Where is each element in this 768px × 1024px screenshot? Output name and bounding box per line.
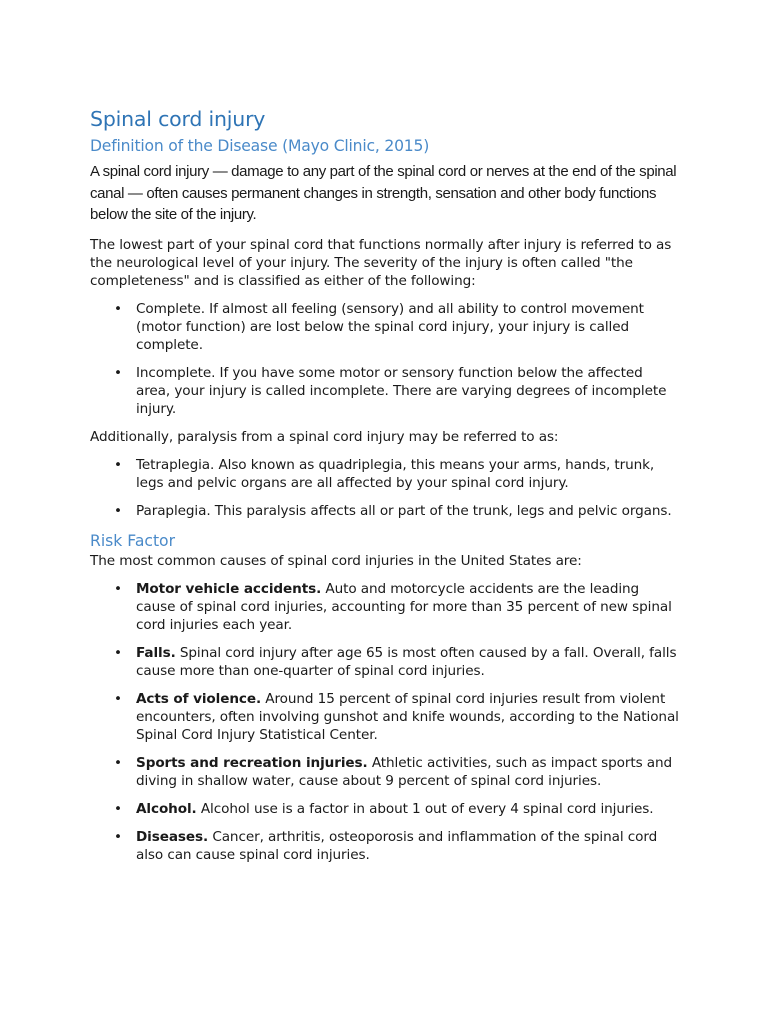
list-item-alcohol <box>90 800 680 818</box>
definition-quote: A spinal cord injury — damage to any part of the spinal cord or nerves at the end of the spinal canal — often causes permanent changes in strength, sensation and other body functions below the site of the injury. <box>90 163 677 223</box>
list-item-text: Auto and motorcycle accidents are the leading cause of spinal cord injuries, accounting for more than 35 percent of new spinal cord injuries each year. <box>136 580 672 633</box>
list-item-lead: Falls. <box>136 644 176 661</box>
paralysis-list <box>90 456 680 520</box>
risk-intro-paragraph: The most common causes of spinal cord injuries in the United States are: <box>90 552 582 569</box>
completeness-list <box>90 300 680 418</box>
document-title: Spinal cord injury <box>90 107 266 131</box>
paralysis-paragraph: Additionally, paralysis from a spinal cord injury may be referred to as: <box>90 428 559 445</box>
list-item-text: Alcohol use is a factor in about 1 out of every 4 spinal cord injuries. <box>196 800 654 817</box>
risk-factor-heading: Risk Factor <box>90 531 176 550</box>
list-item-lead: Diseases. <box>136 828 209 845</box>
list-item-text: Spinal cord injury after age 65 is most often caused by a fall. Overall, falls cause more than one-quarter of spinal cord injuries. <box>136 644 677 679</box>
list-item-lead: Alcohol. <box>136 800 197 817</box>
list-item-falls <box>90 644 680 680</box>
neurological-level-paragraph: The lowest part of your spinal cord that functions normally after injury is referred to as the neurological level of your injury. The severity of the injury is often called "the completeness" and is classified as either of the following: <box>90 236 672 289</box>
list-item-complete: • Complete. If almost all feeling (sensory) and all ability to control movement (motor function) are lost below the spinal cord injury, your injury is called complete. <box>90 300 680 354</box>
list-item-motor-vehicle <box>90 580 680 634</box>
list-item-text: Around 15 percent of spinal cord injuries result from violent encounters, often involving gunshot and knife wounds, according to the National Spinal Cord Injury Statistical Center. <box>136 690 679 743</box>
list-item-text: Cancer, arthritis, osteoporosis and inflammation of the spinal cord also can cause spinal cord injuries. <box>136 828 658 863</box>
document-page <box>90 104 680 864</box>
list-item-incomplete: • Incomplete. If you have some motor or sensory function below the affected area, your injury is called incomplete. There are varying degrees of incomplete injury. <box>90 364 680 418</box>
list-item-paraplegia: • Paraplegia. This paralysis affects all or part of the trunk, legs and pelvic organs. <box>90 502 680 520</box>
list-item-diseases <box>90 828 680 864</box>
list-item-tetraplegia: • Tetraplegia. Also known as quadriplegia, this means your arms, hands, trunk, legs and pelvic organs are all affected by your spinal cord injury. <box>90 456 680 492</box>
list-item-lead: Acts of violence. <box>136 690 262 707</box>
list-item-text: Athletic activities, such as impact sports and diving in shallow water, cause about 9 percent of spinal cord injuries. <box>136 754 673 789</box>
list-item-lead: Motor vehicle accidents. <box>136 580 322 597</box>
list-item-violence <box>90 690 680 744</box>
definition-heading: Definition of the Disease (Mayo Clinic, 2015) <box>90 137 430 155</box>
risk-factor-list <box>90 580 680 864</box>
list-item-lead: Sports and recreation injuries. <box>136 754 368 771</box>
list-item-sports <box>90 754 680 790</box>
